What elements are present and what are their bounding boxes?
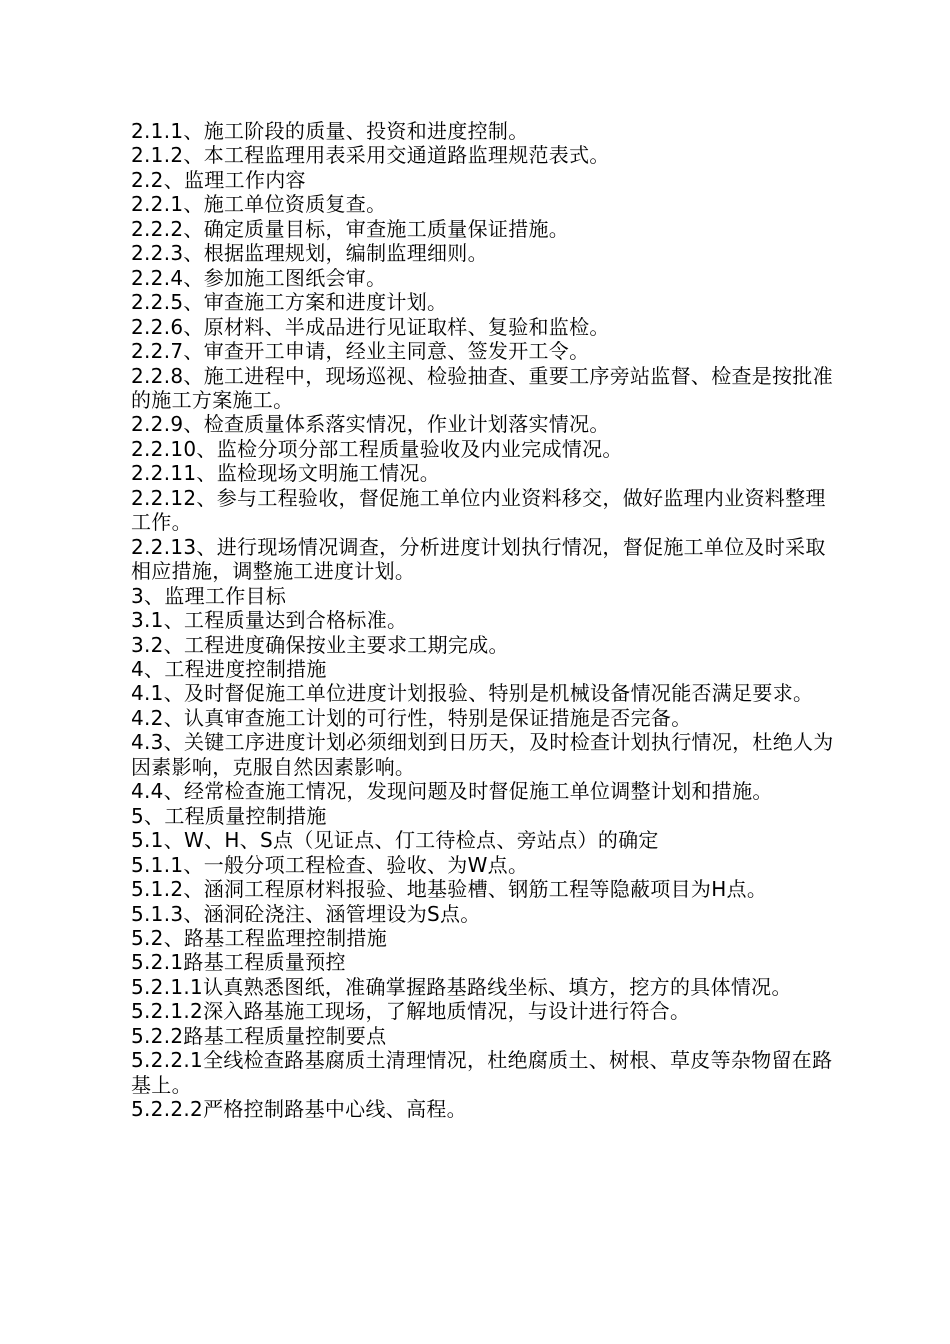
line-2-2-8: 2.2.8、施工进程中，现场巡视、检验抽查、重要工序旁站监督、检查是按批准的施工方案施工。 <box>131 363 833 412</box>
heading-2-2: 2.2、监理工作内容 <box>131 167 306 192</box>
line-2-2-3: 2.2.3、根据监理规划，编制监理细则。 <box>131 241 488 266</box>
line-2-2-5: 2.2.5、审查施工方案和进度计划。 <box>131 290 448 315</box>
line-3-2: 3.2、工程进度确保按业主要求工期完成。 <box>131 632 509 657</box>
line-2-2-1: 2.2.1、施工单位资质复查。 <box>131 192 387 217</box>
line-5-1: 5.1、W、H、S点（见证点、仃工待检点、旁站点）的确定 <box>131 828 659 853</box>
line-2-1-1: 2.1.1、施工阶段的质量、投资和进度控制。 <box>131 119 529 143</box>
line-2-2-6: 2.2.6、原材料、半成品进行见证取样、复验和监检。 <box>131 314 610 339</box>
line-4-1: 4.1、及时督促施工单位进度计划报验、特别是机械设备情况能否满足要求。 <box>131 681 814 706</box>
document-body <box>131 119 841 1122</box>
line-2-2-9: 2.2.9、检查质量体系落实情况，作业计划落实情况。 <box>131 412 610 437</box>
heading-4: 4、工程进度控制措施 <box>131 656 327 681</box>
line-3-1: 3.1、工程质量达到合格标准。 <box>131 608 408 633</box>
line-2-2-7: 2.2.7、审查开工申请，经业主同意、签发开工令。 <box>131 339 590 364</box>
line-5-1-2: 5.1.2、涵洞工程原材料报验、地基验槽、钢筋工程等隐蔽项目为H点。 <box>131 877 768 902</box>
line-5-1-1: 5.1.1、一般分项工程检查、验收、为W点。 <box>131 852 529 877</box>
heading-5-2-2: 5.2.2路基工程质量控制要点 <box>131 1023 387 1048</box>
line-2-2-13: 2.2.13、进行现场情况调查，分析进度计划执行情况，督促施工单位及时采取相应措施，调整施工进度计划。 <box>131 534 826 584</box>
line-2-2-10: 2.2.10、监检分项分部工程质量验收及内业完成情况。 <box>131 436 623 461</box>
line-5-1-3: 5.1.3、涵洞砼浇注、涵管埋设为S点。 <box>131 901 481 926</box>
line-5-2-1-1: 5.2.1.1认真熟悉图纸，准确掌握路基路线坐标、填方，挖方的具体情况。 <box>131 974 792 999</box>
line-2-2-11: 2.2.11、监检现场文明施工情况。 <box>131 461 441 486</box>
line-4-4: 4.4、经常检查施工情况，发现问题及时督促施工单位调整计划和措施。 <box>131 779 773 804</box>
heading-3: 3、监理工作目标 <box>131 583 287 608</box>
line-4-2: 4.2、认真审查施工计划的可行性，特别是保证措施是否完备。 <box>131 705 692 730</box>
heading-5-2: 5.2、路基工程监理控制措施 <box>131 925 388 950</box>
line-5-2-2-2: 5.2.2.2严格控制路基中心线、高程。 <box>131 1097 467 1122</box>
line-2-1-2: 2.1.2、本工程监理用表采用交通道路监理规范表式。 <box>131 143 610 168</box>
heading-5-2-1: 5.2.1路基工程质量预控 <box>131 950 346 975</box>
line-5-2-2-1: 5.2.2.1全线检查路基腐质土清理情况，杜绝腐质土、树根、草皮等杂物留在路基上。 <box>131 1048 833 1097</box>
line-2-2-12: 2.2.12、参与工程验收，督促施工单位内业资料移交，做好监理内业资料整理工作。 <box>131 485 826 535</box>
line-2-2-4: 2.2.4、参加施工图纸会审。 <box>131 265 387 290</box>
line-5-2-1-2: 5.2.1.2深入路基施工现场，了解地质情况，与设计进行符合。 <box>131 999 691 1024</box>
heading-5: 5、工程质量控制措施 <box>131 803 327 828</box>
line-4-3: 4.3、关键工序进度计划必须细划到日历天，及时检查计划执行情况，杜绝人为因素影响，克服自然因素影响。 <box>131 730 834 779</box>
line-2-2-2: 2.2.2、确定质量目标，审查施工质量保证措施。 <box>131 216 570 241</box>
